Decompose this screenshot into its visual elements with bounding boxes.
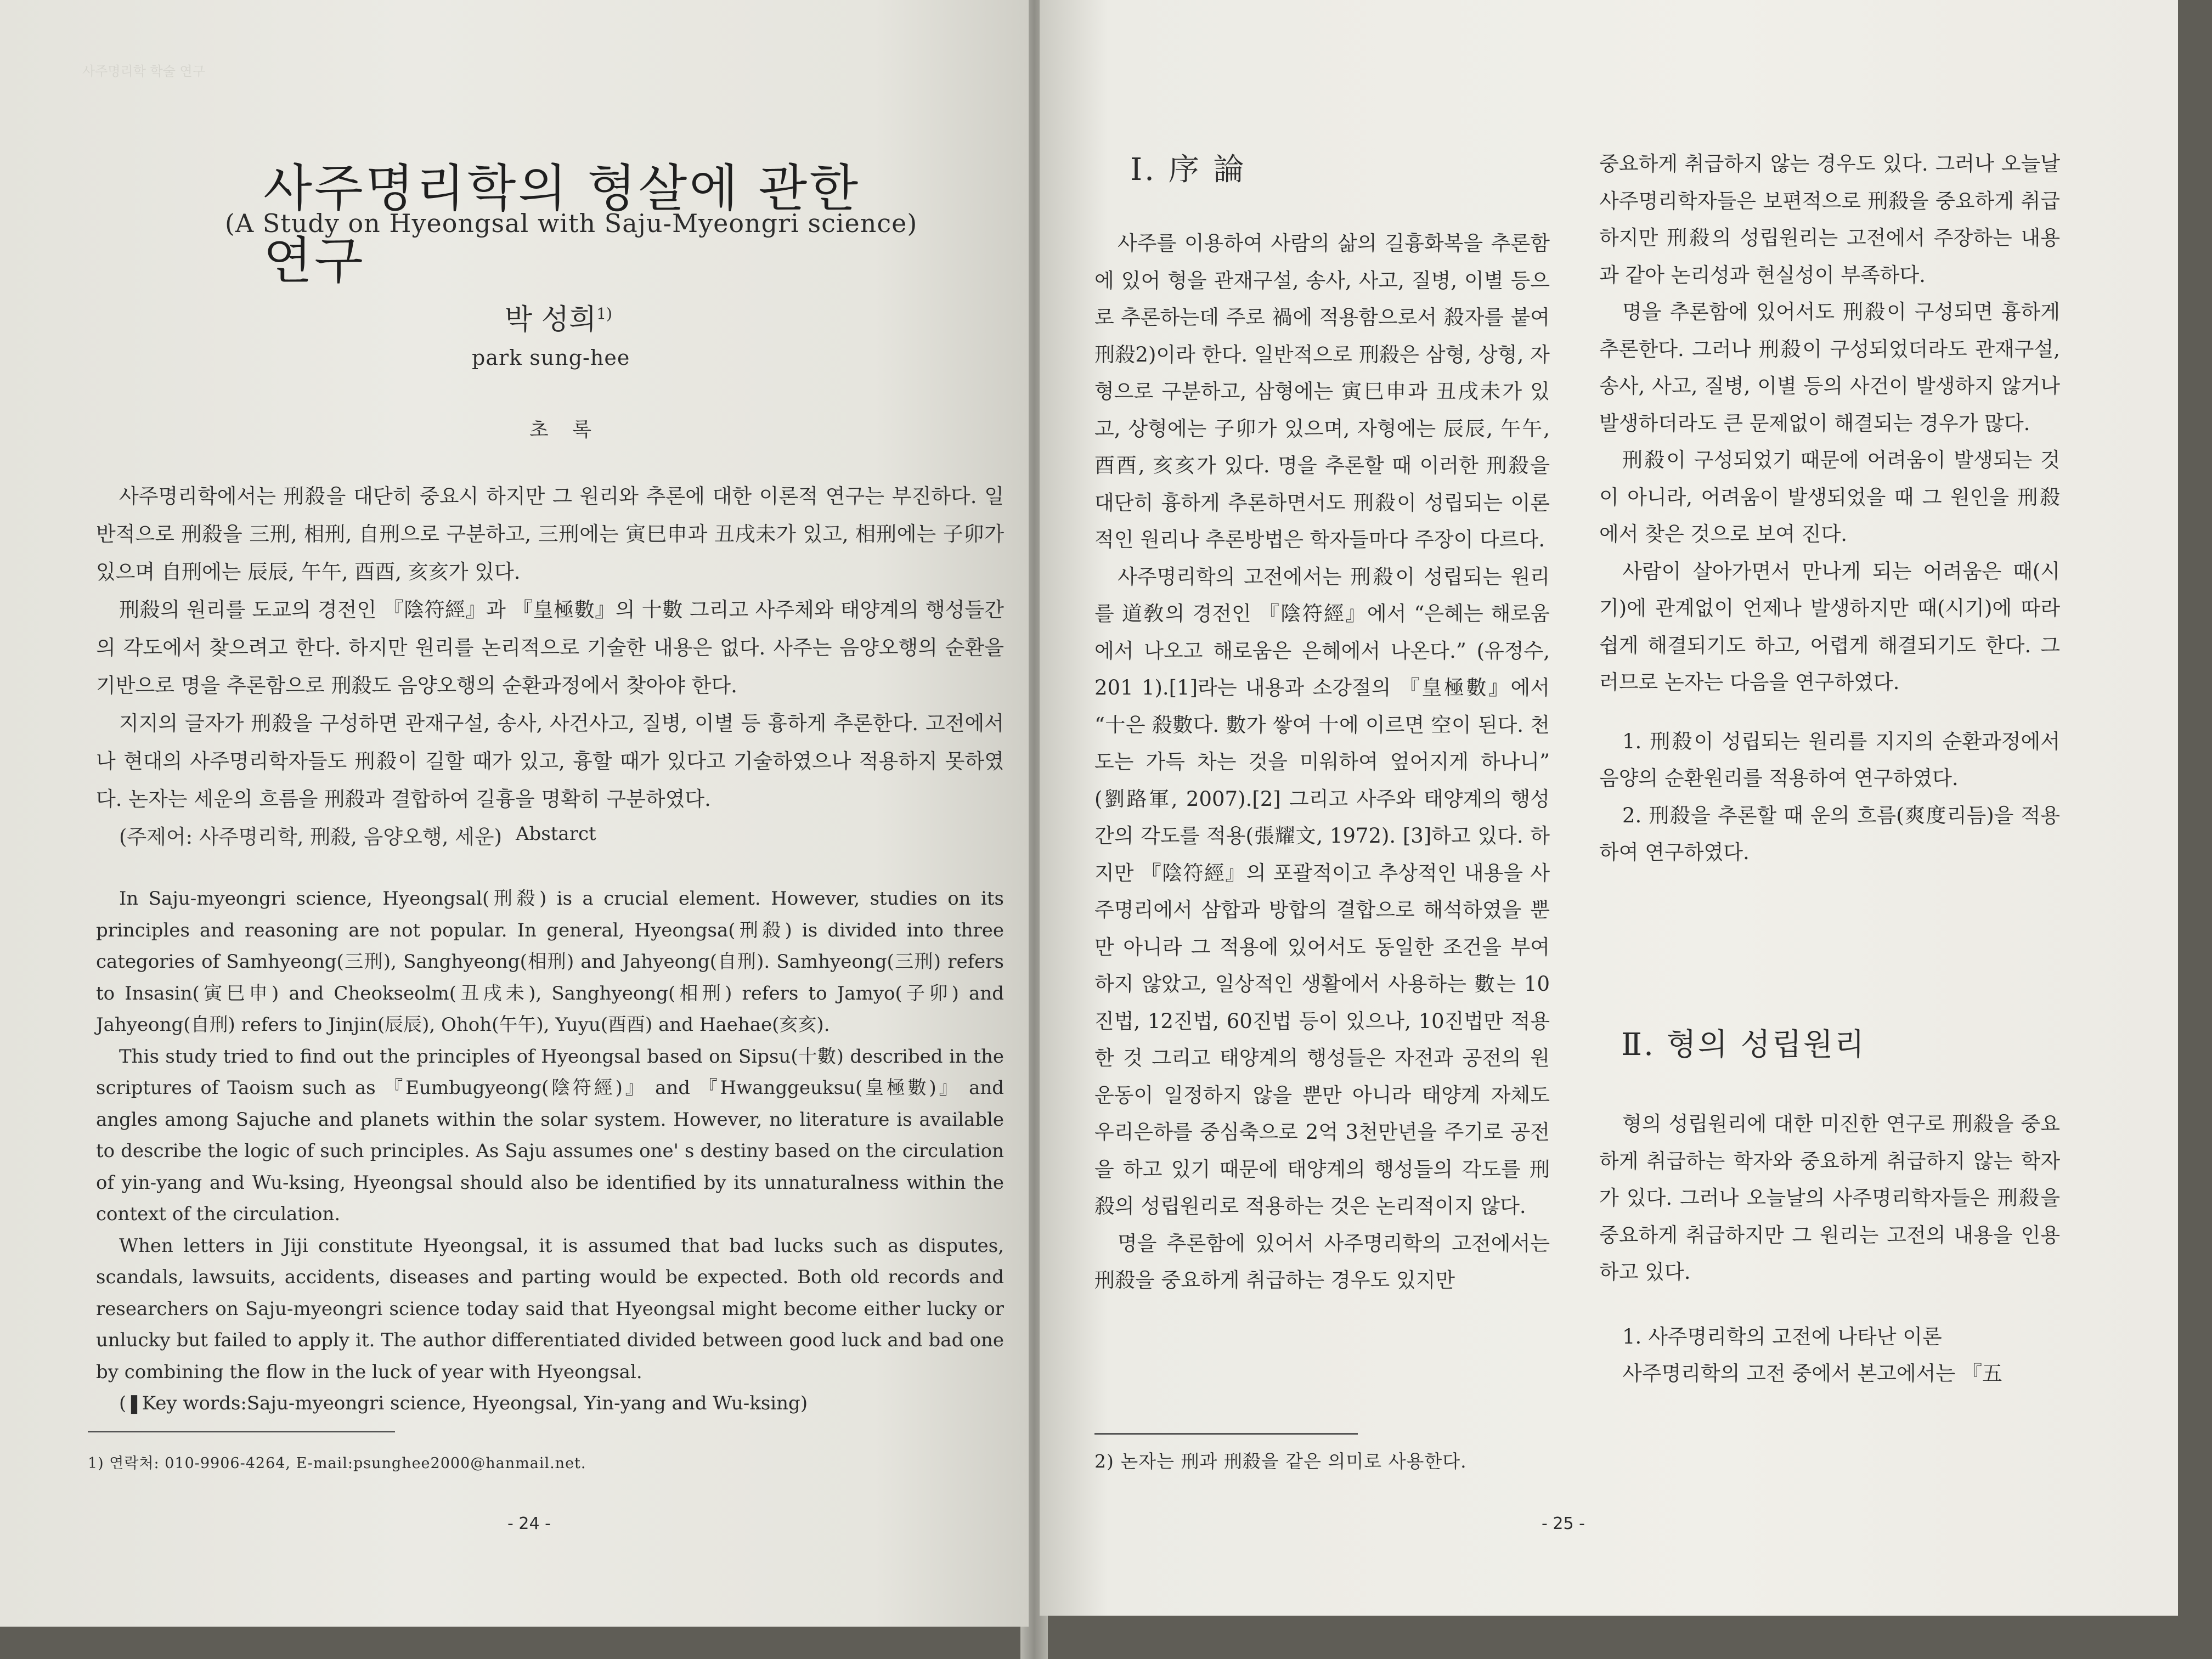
right-page <box>1040 0 2178 1616</box>
abstract-ko-heading: 초 록 <box>529 419 600 441</box>
paper-subtitle: (A Study on Hyeongsal with Saju-Myeongri science) <box>225 208 918 238</box>
column-1-paragraph: 사주를 이용하여 사람의 삶의 길흉화복을 추론함에 있어 형을 관재구설, 송사, 사고, 질병, 이별 등으로 추론하는데 주로 禍에 적용함으로서 殺자를 붙여 刑殺2)이라 한다. 일반적으로 刑殺은 삼형, 상형, 자형으로 구분하고, 삼형에는 寅巳申과 丑戌未가 있고, 상형에는 子卯가 있으며, 자형에는 辰辰, 午午, 酉酉, 亥亥가 있다. 명을 추론할 때 이러한 刑殺을 대단히 흉하게 추론하면서도 刑殺이 성립되는 이론적인 원리나 추론방법은 학자들마다 주장이 다르다. <box>1094 232 1550 551</box>
keywords-ko: (주제어: 사주명리학, 刑殺, 음양오행, 세운) <box>119 825 503 849</box>
abstract-en <box>96 883 1004 1420</box>
column-1-footnote-rule <box>1094 1433 1358 1435</box>
section-1-heading: Ⅰ. 序 論 <box>1130 152 1246 188</box>
column-2-paragraph: 사람이 살아가면서 만나게 되는 어려움은 때(시기)에 관계없이 언제나 발생하지만 때(시기)에 따라 쉽게 해결되기도 하고, 어렵게 해결되기도 한다. 그러므로 논자는 다음을 연구하였다. <box>1599 559 2060 694</box>
spacer <box>1599 1291 2060 1318</box>
column-2 <box>1599 145 2060 871</box>
subsection-text: 사주명리학의 고전 중에서 본고에서는 『五 <box>1622 1362 2002 1385</box>
column-1-paragraph: 명을 추론함에 있어서 사주명리학의 고전에서는 刑殺을 중요하게 취급하는 경우도 있지만 <box>1094 1231 1550 1292</box>
section-2-body <box>1599 1105 2060 1392</box>
abstract-ko-paragraph: 지지의 글자가 刑殺을 구성하면 관재구설, 송사, 사건사고, 질병, 이별 등 흉하게 추론한다. 고전에서나 현대의 사주명리학자들도 刑殺이 길할 때가 있고, 흉할 때가 있다고 기술하였으나 적용하지 못하였다. 논자는 세운의 흐름을 刑殺과 결합하여 길흉을 명확히 구분하였다. <box>96 712 1004 811</box>
section-2-heading: Ⅱ. 형의 성립원리 <box>1621 1027 1866 1063</box>
left-page <box>0 0 1029 1627</box>
running-header: 사주명리학 학술 연구 <box>82 64 205 79</box>
column-1-paragraph: 사주명리학의 고전에서는 刑殺이 성립되는 원리를 道敎의 경전인 『陰符經』에서 “은혜는 해로움에서 나오고 해로움은 은혜에서 나온다.” (유정수, 201 1).[1]라는 내용과 소강절의 『皇極數』에서 “十은 殺數다. 數가 쌓여 十에 이르면 空이 된다. 천도는 가득 차는 것을 미워하여 엎어지게 하나니” (劉路軍, 2007).[2] 그리고 사주와 태양계의 행성간의 각도를 적용(張耀文, 1972). [3]하고 있다. 하지만 『陰符經』의 포괄적이고 추상적인 내용을 사주명리에서 삼합과 방합의 결합으로 해석하였을 뿐만 아니라 그 적용에 있어서도 동일한 조건을 부여하지 않았고, 일상적인 생활에서 사용하는 數는 10진법, 12진법, 60진법 등이 있으나, 10진법만 적용한 것 그리고 태양계의 행성들은 자전과 공전의 원운동이 일정하지 않을 뿐만 아니라 태양계 자체도 우리은하를 중심축으로 2억 3천만년을 주기로 공전을 하고 있기 때문에 태양계의 행성들의 각도를 刑殺의 성립원리로 적용하는 것은 논리적이지 않다. <box>1094 565 1550 1218</box>
abstract-ko-paragraph: 사주명리학에서는 刑殺을 대단히 중요시 하지만 그 원리와 추론에 대한 이론적 연구는 부진하다. 일반적으로 刑殺을 三刑, 相刑, 自刑으로 구분하고, 三刑에는 寅巳申과 丑戌未가 있고, 相刑에는 子卯가 있으며 自刑에는 辰辰, 午午, 酉酉, 亥亥가 있다. <box>96 484 1004 584</box>
abstract-en-paragraph: When letters in Jiji constitute Hyeongsal, it is assumed that bad lucks such as disputes, scandals, lawsuits, accidents, diseases and parting would be expected. Both old records and researchers on Saju-myeongri science today said that Hyeongsal might become either lucky or unlucky but failed to apply it. The author differentiated divided between good luck and bad one by combining the flow in the luck of year with Hyeongsal. <box>96 1234 1004 1383</box>
author-english: park sung-hee <box>472 346 630 370</box>
column-1-footnote: 2) 논자는 刑과 刑殺을 같은 의미로 사용한다. <box>1094 1451 1467 1472</box>
spacer <box>1599 701 2060 723</box>
abstract-ko <box>96 477 1004 856</box>
column-2-paragraph: 중요하게 취급하지 않는 경우도 있다. 그러나 오늘날 사주명리학자들은 보편적으로 刑殺을 중요하게 취급하지만 刑殺의 성립원리는 고전에서 주장하는 내용과 같아 논리성과 현실성이 부족하다. <box>1599 152 2060 287</box>
column-2-paragraph: 명을 추론함에 있어서도 刑殺이 구성되면 흉하게 추론한다. 그러나 刑殺이 구성되었더라도 관재구설, 송사, 사고, 질병, 이별 등의 사건이 발생하지 않거나 발생하더라도 큰 문제없이 해결되는 경우가 많다. <box>1599 300 2060 435</box>
subsection-heading: 1. 사주명리학의 고전에 나타난 이론 <box>1622 1324 1942 1348</box>
author-korean <box>505 296 612 337</box>
footnote-rule <box>88 1431 395 1432</box>
paper-title: 사주명리학의 형살에 관한 연구 <box>263 159 861 290</box>
column-1 <box>1094 225 1550 1299</box>
abstract-en-paragraph: In Saju-myeongri science, Hyeongsal(刑殺) is a crucial element. However, studies on its principles and reasoning are not popular. In general, Hyeongsa(刑殺) is divided into three categories of Samhyeong(三刑), Sanghyeong(相刑) and Jahyeong(自刑). Samhyeong(三刑) refers to Insasin(寅巳申) and Cheokseolm(丑戌未), Sanghyeong(相刑) refers to Jamyo(子卯) and Jahyeong(自刑) refers to Jinjin(辰辰), Ohoh(午午), Yuyu(酉酉) and Haehae(亥亥). <box>96 888 1004 1036</box>
abstract-en-heading: Abstarct <box>516 823 596 845</box>
page-number: - 25 - <box>1542 1514 1585 1533</box>
author-footnote-mark: 1) <box>596 304 612 323</box>
author-korean-name: 박 성희 <box>505 303 597 336</box>
footnote-contact: 1) 연락처: 010-9906-4264, E-mail:psunghee2000@hanmail.net. <box>88 1455 586 1472</box>
research-item: 1. 刑殺이 성립되는 원리를 지지의 순환과정에서 음양의 순환원리를 적용하여 연구하였다. <box>1599 729 2060 790</box>
abstract-ko-paragraph: 刑殺의 원리를 도교의 경전인 『陰符經』과 『皇極數』의 十數 그리고 사주체와 태양계의 행성들간의 각도에서 찾으려고 한다. 하지만 원리를 논리적으로 기술한 내용은 없다. 사주는 음양오행의 순환을 기반으로 명을 추론함으로 刑殺도 음양오행의 순환과정에서 찾아야 한다. <box>96 598 1004 697</box>
section-2-paragraph: 형의 성립원리에 대한 미진한 연구로 刑殺을 중요하게 취급하는 학자와 중요하게 취급하지 않는 학자가 있다. 그러나 오늘날의 사주명리학자들은 刑殺을 중요하게 취급하지만 그 원리는 고전의 내용을 인용하고 있다. <box>1599 1112 2060 1284</box>
column-2-paragraph: 刑殺이 구성되었기 때문에 어려움이 발생되는 것이 아니라, 어려움이 발생되었을 때 그 원인을 刑殺에서 찾은 것으로 보여 진다. <box>1599 448 2060 546</box>
page-number: - 24 - <box>507 1514 551 1533</box>
keywords-en: (❚Key words:Saju-myeongri science, Hyeongsal, Yin-yang and Wu-ksing) <box>119 1392 808 1414</box>
abstract-en-paragraph: This study tried to find out the principles of Hyeongsal based on Sipsu(十數) described in the scriptures of Taoism such as 『Eumbugyeong(陰符經)』 and 『Hwanggeuksu(皇極數)』 and angles among Sajuche and planets within the solar system. However, no literature is available to describe the logic of such principles. As Saju assumes one' s destiny based on the circulation of yin-yang and Wu-ksing, Hyeongsal should also be identified by its unnaturalness within the context of the circulation. <box>96 1045 1004 1225</box>
research-item: 2. 刑殺을 추론할 때 운의 흐름(爽度리듬)을 적용하여 연구하였다. <box>1599 803 2060 864</box>
